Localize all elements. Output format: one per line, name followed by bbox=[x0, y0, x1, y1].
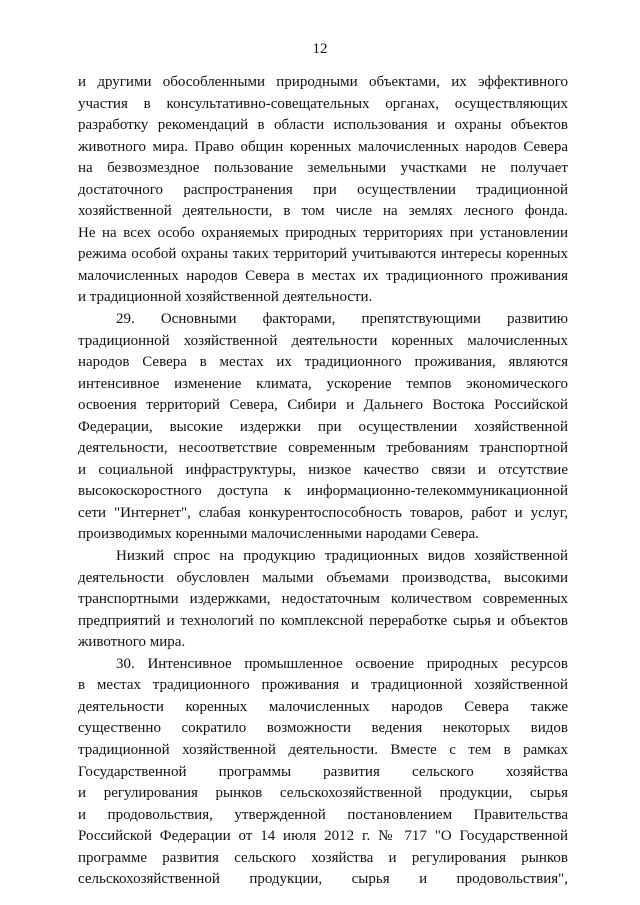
text-line: хозяйственной деятельности, в том числе на землях лесного фонда. bbox=[78, 203, 568, 220]
text-line: высокоскоростного доступа к информационно-телекоммуникационной bbox=[78, 483, 568, 500]
text-line: животного мира. Право общин коренных малочисленных народов Севера bbox=[78, 138, 568, 155]
text-line: сети "Интернет", слабая конкурентоспособность товаров, работ и услуг, bbox=[78, 504, 568, 521]
text-line: программе развития сельского хозяйства и регулирования рынков bbox=[78, 849, 568, 866]
document-body bbox=[78, 72, 568, 891]
text-line: сельскохозяйственной продукции, сырья и продовольствия", bbox=[78, 871, 568, 888]
text-line: разработку рекомендаций в области использования и охраны объектов bbox=[78, 117, 568, 134]
text-line: достаточного распространения при осуществлении традиционной bbox=[78, 181, 568, 198]
text-line: малочисленных народов Севера в местах их традиционного проживания bbox=[78, 267, 568, 284]
text-line: традиционной хозяйственной деятельности. Вместе с тем в рамках bbox=[78, 741, 568, 758]
page-number: 12 bbox=[312, 41, 328, 57]
text-line: Федерации, высокие издержки при осуществлении хозяйственной bbox=[78, 418, 568, 435]
text-line: производимых коренными малочисленными народами Севера. bbox=[78, 526, 479, 543]
text-line: и традиционной хозяйственной деятельности. bbox=[78, 289, 373, 306]
text-line: народов Севера в местах их традиционного проживания, являются bbox=[78, 354, 568, 371]
text-line: и продовольствия, утвержденной постановлением Правительства bbox=[78, 806, 568, 823]
text-line: традиционной хозяйственной деятельности коренных малочисленных bbox=[78, 332, 568, 349]
text-line: Не на всех особо охраняемых природных территориях при установлении bbox=[78, 224, 568, 241]
text-line: в местах традиционного проживания и традиционной хозяйственной bbox=[78, 677, 568, 694]
text-line: Российской Федерации от 14 июля 2012 г. № 717 "О Государственной bbox=[78, 828, 568, 845]
text-line: и другими обособленными природными объектами, их эффективного bbox=[78, 74, 568, 90]
text-line: Государственной программы развития сельского хозяйства bbox=[78, 763, 568, 780]
text-line: животного мира. bbox=[78, 634, 186, 651]
text-line: деятельности, несоответствие современным требованиям транспортной bbox=[78, 440, 568, 457]
text-line: участия в консультативно-совещательных органах, осуществляющих bbox=[78, 95, 568, 112]
text-line: транспортными издержками, недостаточным количеством современных bbox=[78, 591, 568, 608]
paragraph-first-line: 30. Интенсивное промышленное освоение природных ресурсов bbox=[116, 655, 568, 672]
text-line: деятельности обусловлен малыми объемами производства, высокими bbox=[78, 569, 568, 586]
text-line: и социальной инфраструктуры, низкое качество связи и отсутствие bbox=[78, 461, 568, 478]
text-line: на безвозмездное пользование земельными участками не получает bbox=[78, 160, 568, 177]
text-line: и регулирования рынков сельскохозяйственной продукции, сырья bbox=[78, 785, 568, 802]
text-line: интенсивное изменение климата, ускорение темпов экономического bbox=[78, 375, 568, 392]
text-line: режима особой охраны таких территорий учитываются интересы коренных bbox=[78, 246, 568, 263]
paragraph-first-line: 29. Основными факторами, препятствующими развитию bbox=[116, 311, 568, 328]
paragraph-first-line: Низкий спрос на продукцию традиционных видов хозяйственной bbox=[116, 548, 568, 565]
text-line: существенно сократило возможности ведения некоторых видов bbox=[78, 720, 568, 737]
text-line: предприятий и технологий по комплексной переработке сырья и объектов bbox=[78, 612, 568, 629]
text-line: освоения территорий Севера, Сибири и Дальнего Востока Российской bbox=[78, 397, 568, 414]
text-line: деятельности коренных малочисленных народов Севера также bbox=[78, 698, 568, 715]
